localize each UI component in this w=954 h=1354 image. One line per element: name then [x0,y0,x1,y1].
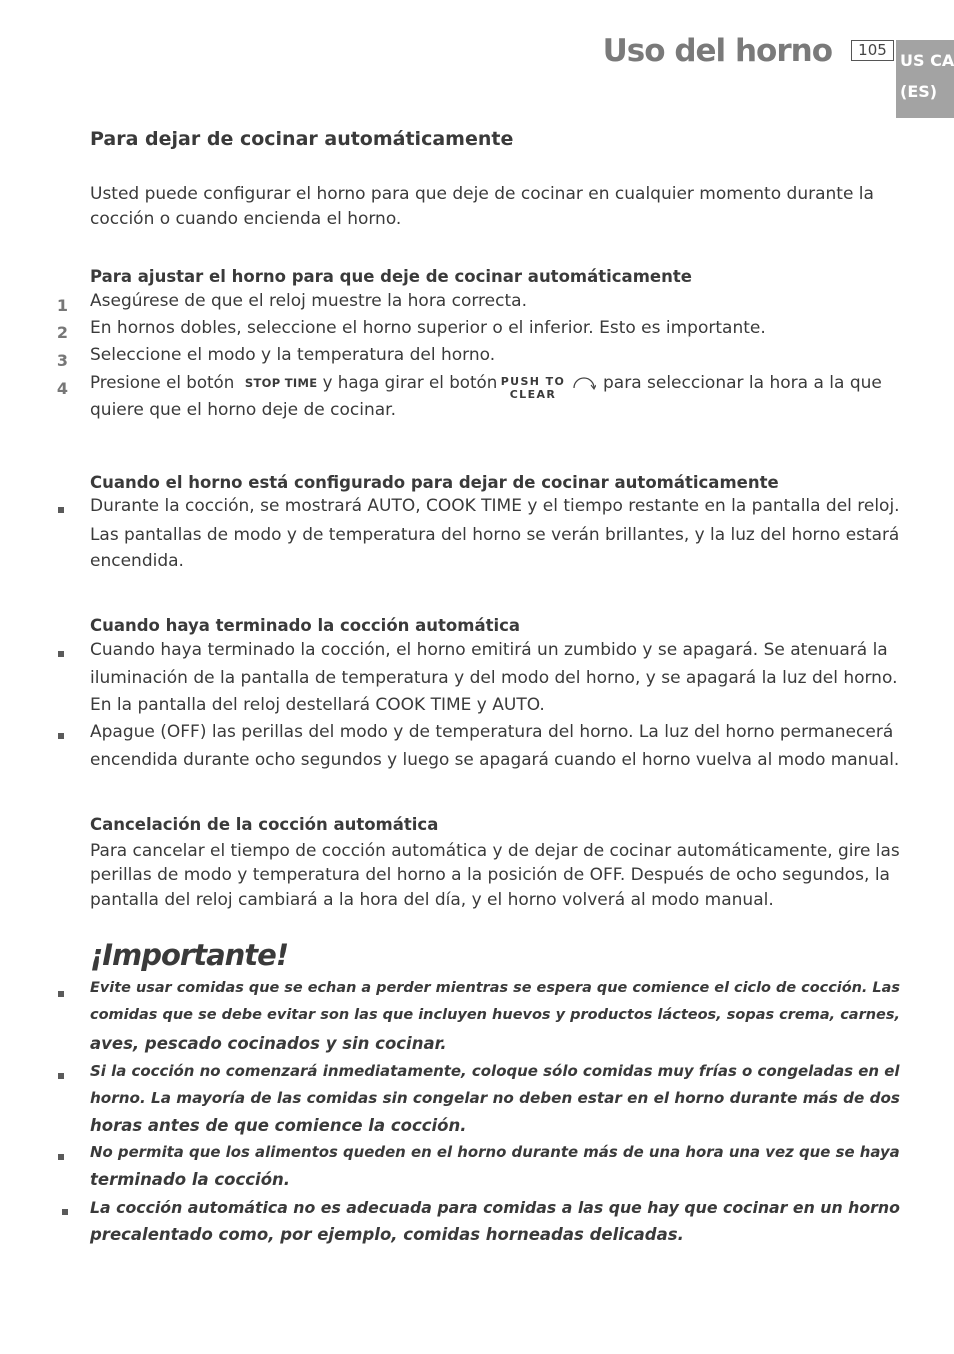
step-text-2: En hornos dobles, seleccione el horno superior o el inferior. Esto es importante. [90,318,766,338]
finished-item2-line-2: encendida durante ocho segundos y luego se apagará cuando el horno vuelva al modo manual. [90,749,900,769]
step-number-2: 2 [56,323,68,342]
important-item3-line-2: terminado la cocción. [90,1170,291,1189]
clear-label: CLEAR [509,388,557,401]
bullet-marker [58,1073,64,1079]
configured-line-1: Durante la cocción, se mostrará AUTO, COOK TIME y el tiempo restante en la pantalla del reloj. [90,496,900,516]
bullet-marker [58,991,64,997]
step4-text-a: Presione el botón [90,373,235,392]
step-number-1: 1 [56,296,68,315]
configured-line-2: Las pantallas de modo y de temperatura del horno se verán brillantes, y la luz del horno estará [90,524,900,544]
important-item3-line-1: No permita que los alimentos queden en el horno durante más de una hora una vez que se haya [90,1143,900,1161]
cancel-line-2: perillas de modo y temperatura del horno a la posición de OFF. Después de ocho segundos, la [90,865,890,885]
cancel-line-3: pantalla del reloj cambiará a la hora del día, y el horno volverá al modo manual. [90,890,774,910]
important-item4-line-1: La cocción automática no es adecuada para comidas a las que hay que cocinar en un horno [90,1198,900,1217]
configured-heading: Cuando el horno está configurado para dejar de cocinar automáticamente [90,473,779,492]
cancel-heading: Cancelación de la cocción automática [90,815,439,834]
bullet-marker [62,1209,68,1215]
page-title: Uso del horno [602,33,832,69]
step-number-3: 3 [56,351,68,370]
step-text-4 [90,373,497,392]
step-number-4: 4 [56,379,68,398]
step4-text-c: para seleccionar la hora a la que [603,373,882,393]
finished-item1-line-2: iluminación de la pantalla de temperatura y del modo del horno, y se apagará la luz del horno. [90,668,898,688]
step4-line-2: quiere que el horno deje de cocinar. [90,400,397,420]
bullet-marker [58,507,64,513]
steps-heading: Para ajustar el horno para que deje de cocinar automáticamente [90,267,692,286]
important-title: ¡Importante! [90,938,289,972]
important-item4-line-2: precalentado como, por ejemplo, comidas horneadas delicadas. [90,1225,684,1244]
important-item1-line-2: comidas que se debe evitar son las que incluyen huevos y productos lácteos, sopas crema, carnes, [90,1007,901,1023]
finished-item1-line-1: Cuando haya terminado la cocción, el horno emitirá un zumbido y se apagará. Se atenuará la [90,640,888,660]
region-line-1: US CA [900,51,954,70]
important-item2-line-3: horas antes de que comience la cocción. [90,1116,467,1135]
intro-line-1: Usted puede configurar el horno para que deje de cocinar en cualquier momento durante la [90,184,874,204]
knob-rotate-icon [572,375,596,391]
bullet-marker [58,733,64,739]
step-text-3: Seleccione el modo y la temperatura del horno. [90,345,496,365]
finished-item1-line-3: En la pantalla del reloj destellará COOK TIME y AUTO. [90,695,545,715]
page-number: 105 [851,40,894,61]
section-title: Para dejar de cocinar automáticamente [90,128,514,150]
intro-line-2: cocción o cuando encienda el horno. [90,209,402,229]
push-to-clear-button-label [500,375,566,401]
stop-time-button-label: STOP TIME [244,376,318,390]
important-item2-line-2: horno. La mayoría de las comidas sin congelar no deben estar en el horno durante más de dos [90,1089,900,1107]
important-item1-line-1: Evite usar comidas que se echan a perder mientras se espera que comience el ciclo de cocción. Las [90,980,900,996]
configured-line-3: encendida. [90,551,184,571]
bullet-marker [58,651,64,657]
step-text-1: Asegúrese de que el reloj muestre la hora correcta. [90,291,527,311]
push-to-label: PUSH TO [500,375,566,388]
finished-item2-line-1: Apague (OFF) las perillas del modo y de temperatura del horno. La luz del horno permanecerá [90,722,894,742]
region-tab [896,40,954,118]
bullet-marker [58,1154,64,1160]
important-item2-line-1: Si la cocción no comenzará inmediatamente, coloque sólo comidas muy frías o congeladas en el [90,1062,900,1080]
finished-heading: Cuando haya terminado la cocción automática [90,616,521,635]
cancel-line-1: Para cancelar el tiempo de cocción automática y de dejar de cocinar automáticamente, gire las [90,840,900,860]
region-line-2: (ES) [900,82,938,101]
important-item1-line-3: aves, pescado cocinados y sin cocinar. [90,1034,447,1053]
step4-text-b: y haga girar el botón [322,373,498,392]
